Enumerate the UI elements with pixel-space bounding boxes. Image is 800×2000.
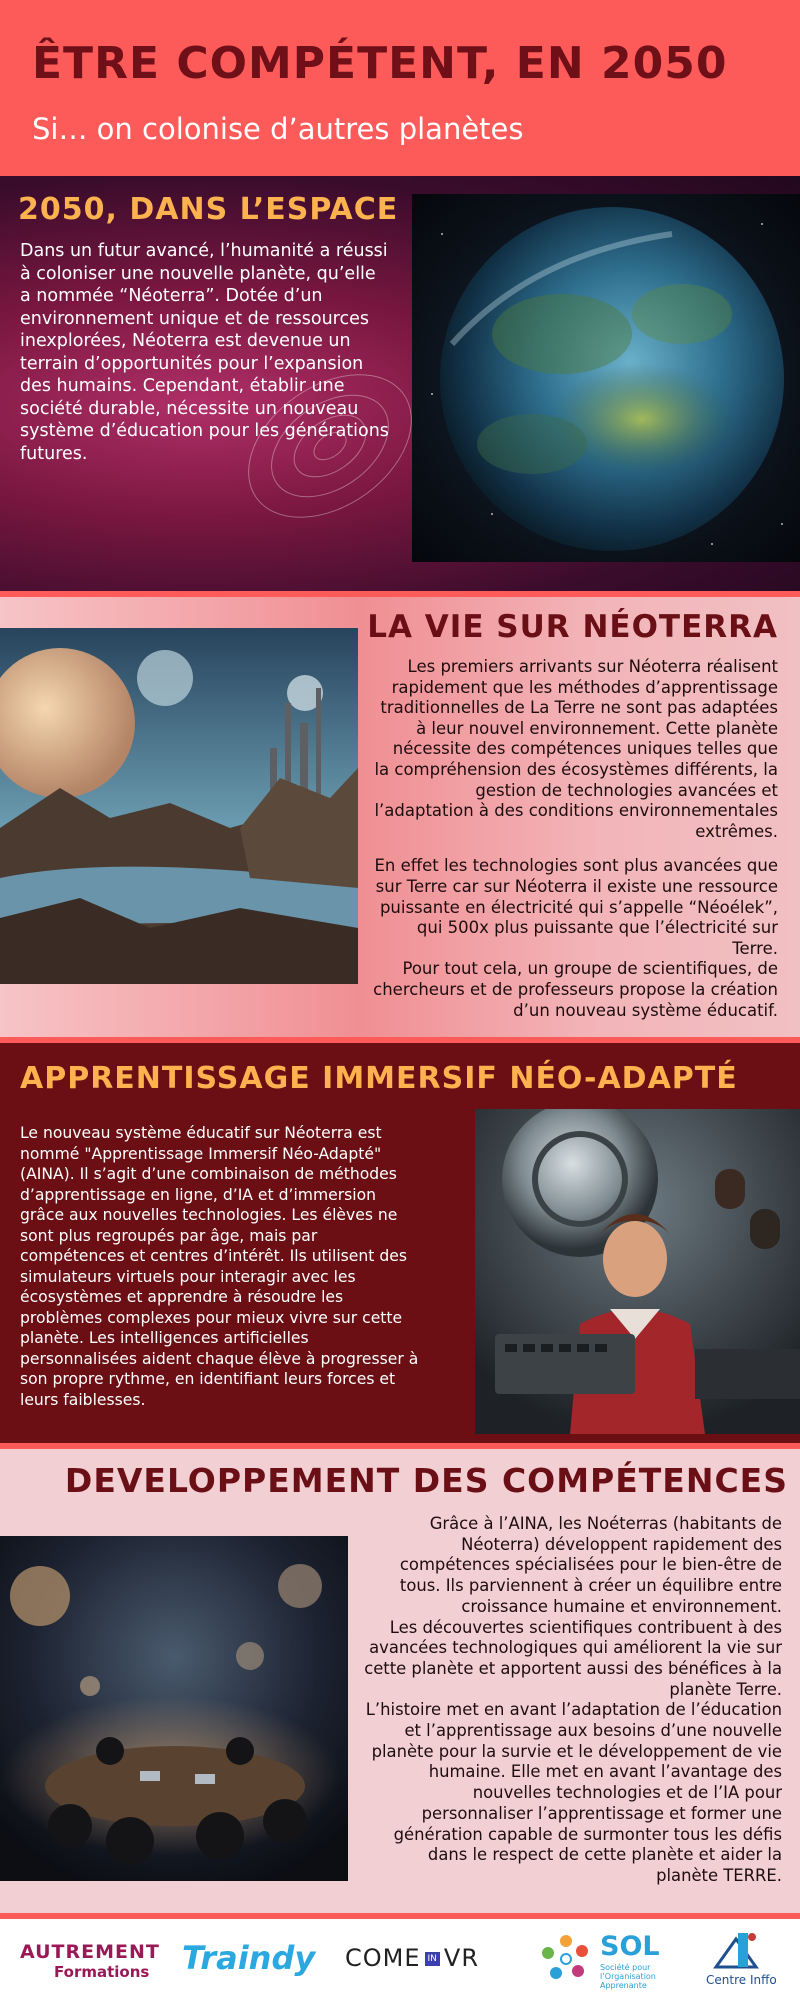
section-space: [0, 176, 800, 591]
section-title-skills: DEVELOPPEMENT DES COMPÉTENCES: [64, 1461, 788, 1500]
sol-logo-word: SOL: [600, 1931, 660, 1962]
sol-flower-icon: [538, 1931, 594, 1987]
planet-image: [412, 194, 800, 562]
autrement-logo-line1: AUTREMENT: [20, 1941, 160, 1963]
section-skills: [0, 1449, 800, 1913]
centre-inffo-icon: [706, 1929, 776, 1973]
alien-landscape-image: [0, 628, 358, 984]
skills-paragraph-2: Les découvertes scientifiques contribuent à des avancées technologiques qui améliorent la vie sur cette planète et apportent aussi des bénéfices à la planète Terre.: [364, 1617, 782, 1699]
section-life: [0, 597, 800, 1037]
section-title-learning: APPRENTISSAGE IMMERSIF NÉO-ADAPTÉ: [20, 1061, 738, 1096]
life-paragraph-1: Les premiers arrivants sur Néoterra réalisent rapidement que les méthodes d’apprentissage traditionnelles de La Terre ne sont pas adaptées à leur nouvel environnement. Cette planète nécessite des compétences uniques telles que la compréhension des écosystèmes différents, la gestion de technologies avancées et l’adaptation à des conditions environnementales extrêmes.: [374, 657, 778, 841]
centre-inffo-text: Centre Inffo: [706, 1973, 777, 1987]
section-text-skills: [362, 1514, 782, 1887]
section-text-space: Dans un futur avancé, l’humanité a réussi à coloniser une nouvelle planète, qu’elle a nommée “Néoterra”. Dotée d’un environnement unique et de ressources inexplorées, Néoterra est devenue un terrain d’opportunités pour l’expansion des humains. Cependant, établir une société durable, nécessite un nouveau système d’éducation pour les générations futures.: [20, 241, 389, 464]
traindy-logo: Traindy: [182, 1939, 316, 1977]
comevr-logo-left: COME: [345, 1944, 421, 1972]
comevr-logo-right: VR: [443, 1944, 480, 1972]
life-paragraph-2: En effet les technologies sont plus avancées que sur Terre car sur Néoterra il existe une ressource puissante en électricité qui s’appelle “Néoélek”, qui 500x plus puissante que l’électricité sur Terre.: [374, 856, 778, 958]
paragraph-gap: [373, 842, 778, 856]
header-banner: [0, 0, 800, 176]
life-paragraph-3: Pour tout cela, un groupe de scientifiques, de chercheurs et de professeurs propose la création d’un nouveau système éducatif.: [373, 959, 778, 1020]
sol-logo: [538, 1931, 660, 1991]
comevr-logo-in: IN: [425, 1952, 440, 1966]
section-text-life: [373, 657, 778, 1021]
classroom-space-image: [0, 1536, 348, 1881]
student-with-machine-image: [475, 1109, 800, 1434]
sol-logo-tagline: Société pour l’Organisation Apprenante: [600, 1963, 656, 1990]
skills-paragraph-3: L’histoire met en avant l’adaptation de l’éducation et l’apprentissage aux besoins d’une nouvelle planète pour la survie et le développement de vie humaine. Elle met en avant l’avantage des nouvelles technologies et de l’IA pour personnaliser l’apprentissage et former une génération capable de surmonter tous les défis dans le respect de cette planète et aider la planète TERRE.: [365, 1700, 782, 1885]
section-learning: [0, 1043, 800, 1443]
centre-inffo-logo: [706, 1929, 777, 1987]
section-title-life: LA VIE SUR NÉOTERRA: [367, 609, 778, 645]
skills-paragraph-1: Grâce à l’AINA, les Noéterras (habitants de Néoterra) développent rapidement des compétences spécialisées pour le bien-être de tous. Ils parviennent à créer un équilibre entre croissance humaine et environnement.: [399, 1514, 782, 1616]
page-title: ÊTRE COMPÉTENT, EN 2050: [32, 38, 728, 89]
partner-logos-footer: [0, 1919, 800, 2000]
section-title-space: 2050, DANS L’ESPACE: [18, 192, 399, 227]
autrement-logo-line2: Formations: [54, 1963, 150, 1981]
page-subtitle: Si… on colonise d’autres planètes: [32, 112, 524, 146]
autrement-formations-logo: [20, 1941, 160, 1981]
section-text-learning: Le nouveau système éducatif sur Néoterra est nommé "Apprentissage Immersif Néo-Adapté" (AINA). Il s’agit d’une combinaison de méthodes d’apprentissage en ligne, d’IA et d’immersion grâce aux nouvelles technologies. Les élèves ne sont plus regroupés par âge, mais par compétences et centres d’intérêt. Ils utilisent des simulateurs virtuels pour interagir avec les écosystèmes et apprendre à résoudre les problèmes complexes pour mieux vivre sur cette planète. Les intelligences artificielles personnalisées aident chaque élève à progresser à son propre rythme, en identifiant leurs forces et leurs faiblesses.: [20, 1124, 419, 1409]
come-in-vr-logo: [345, 1944, 479, 1972]
